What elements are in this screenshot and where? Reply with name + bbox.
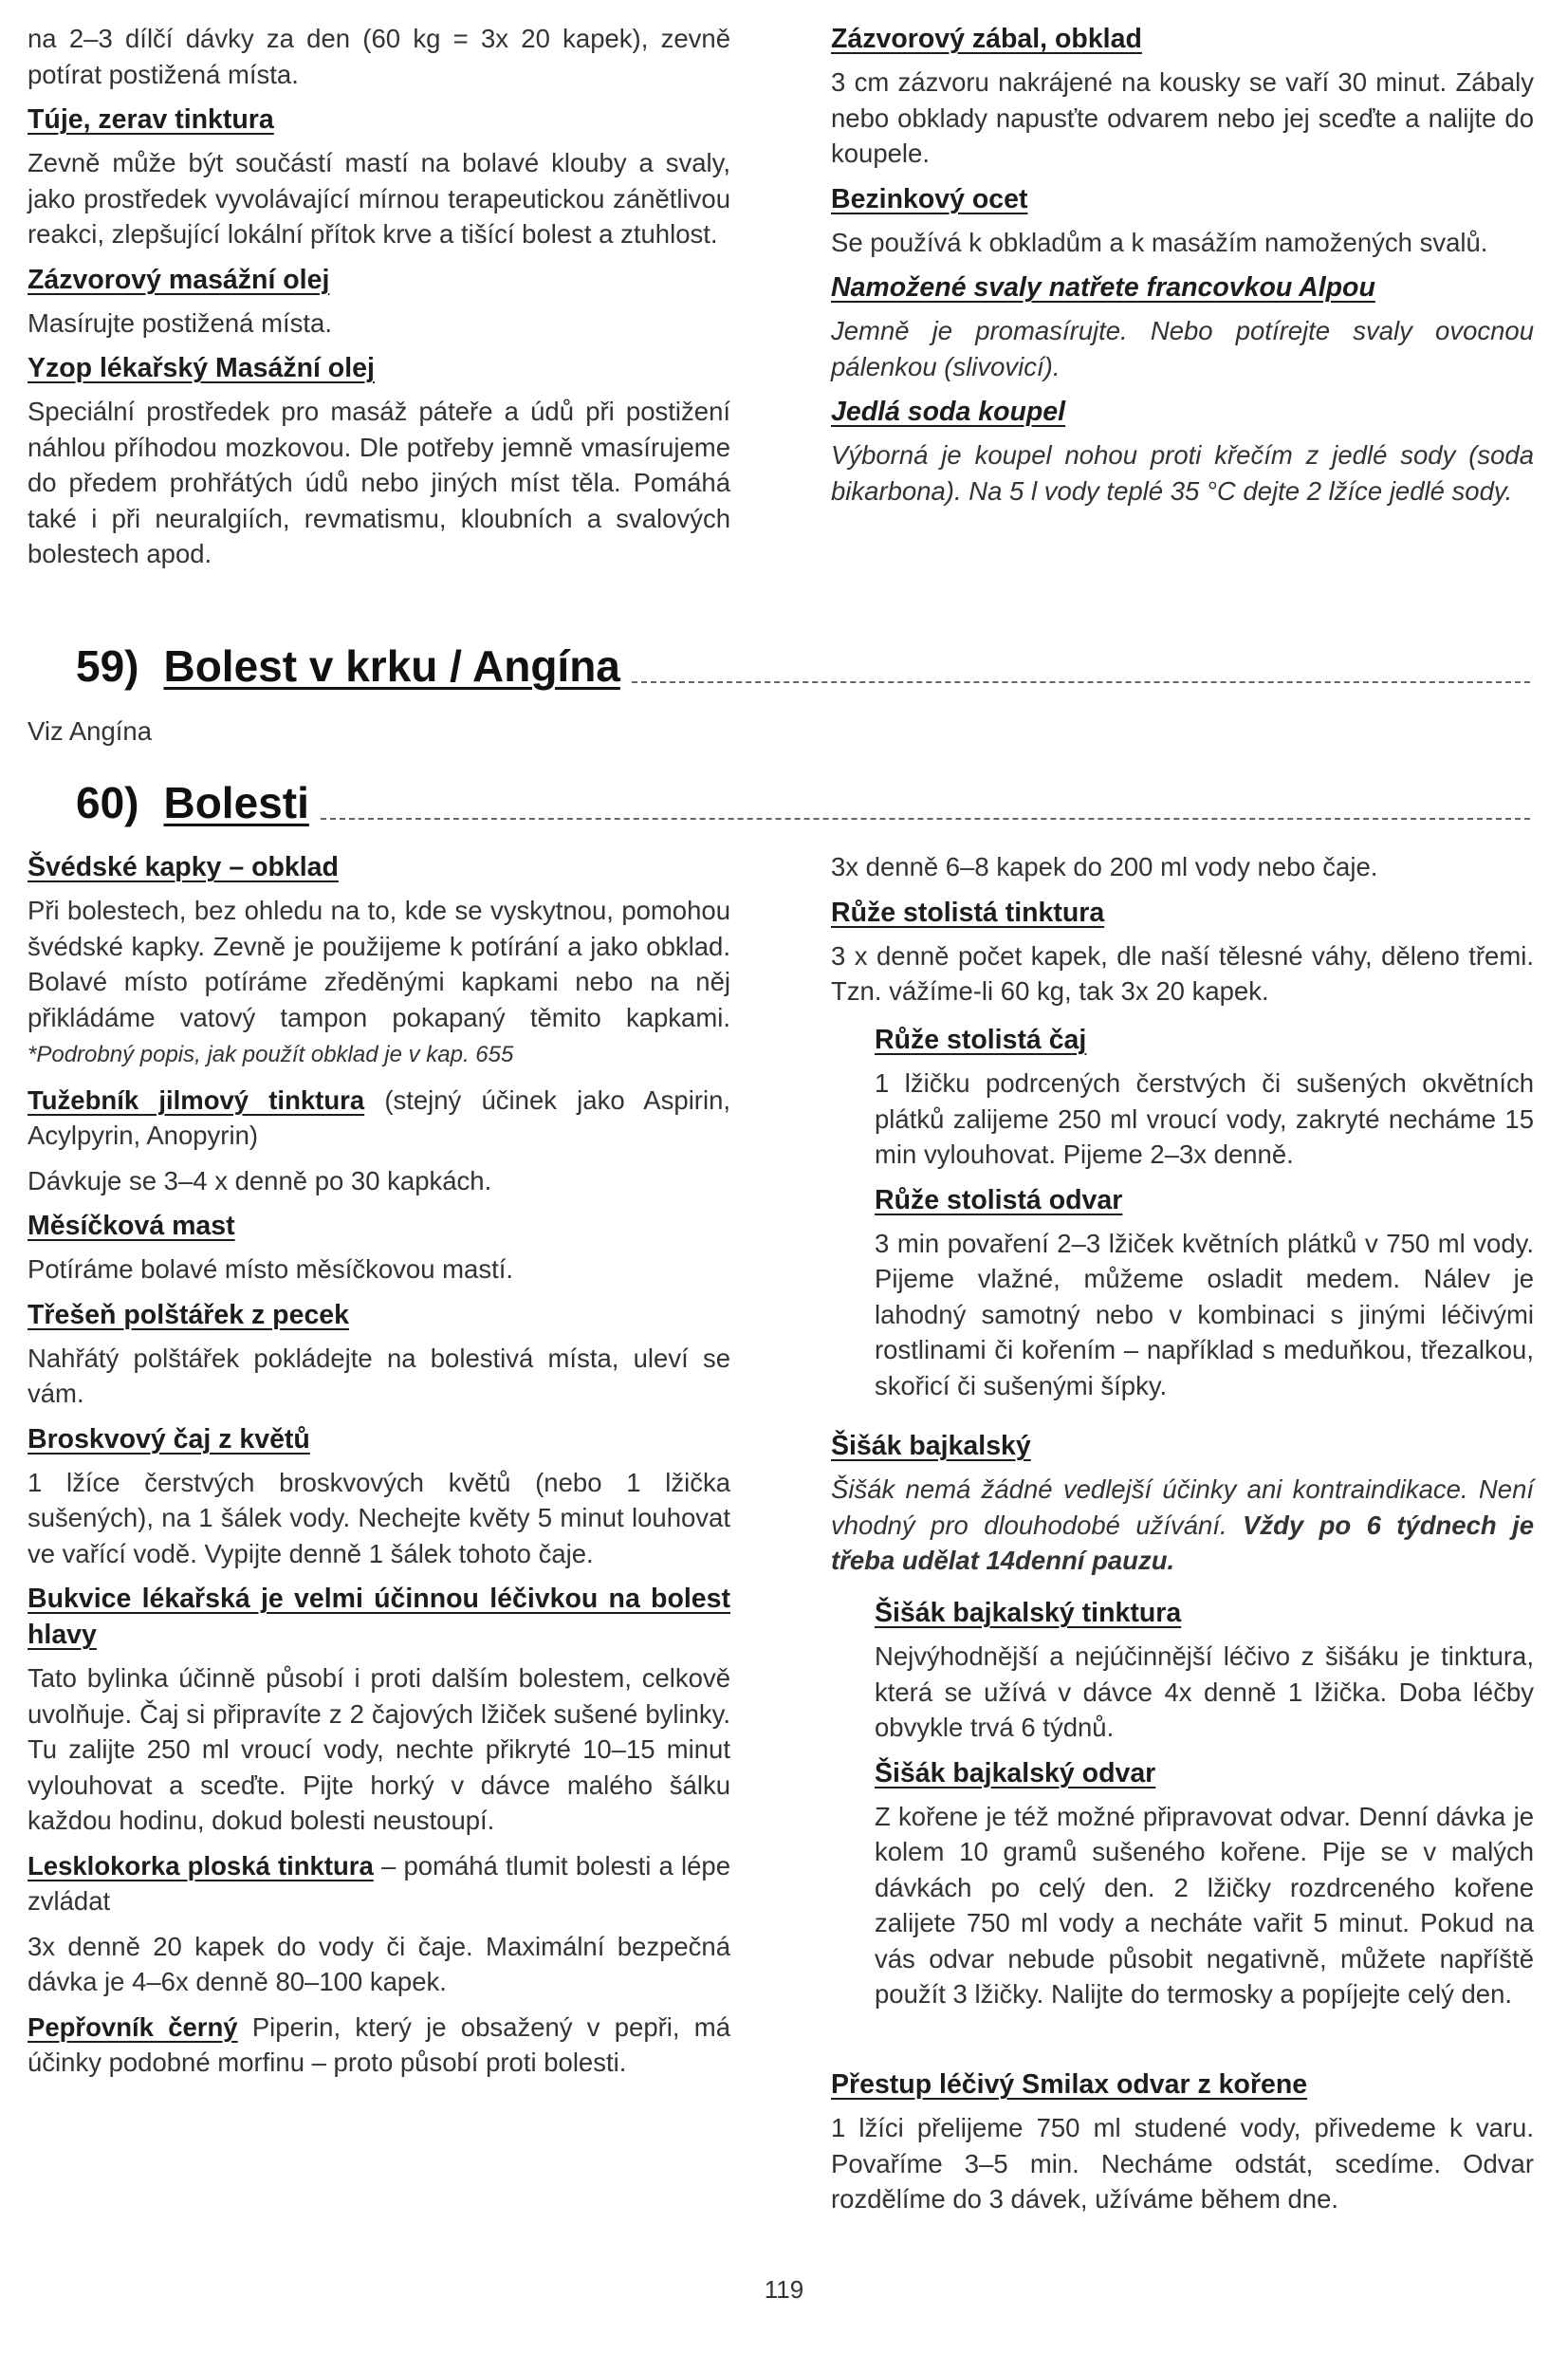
paragraph: Z kořene je též možné připravovat odvar. Denní dávka je kolem 10 gramů sušeného kořene. Pije se v malých dávkách po celý den. 2 lžičky rozdrceného kořene zalijete 750 ml vody a necháte vařit 5 minut. Pokud na vás odvar nebude působit negativně, můžete napříště použít 3 lžičky. Nalijte do termosky a popíjejte celý den. <box>875 1801 1534 2009</box>
text: Šišák nemá žádné vedlejší účinky ani kontraindikace. Není vhodný pro dlouhodobé užívání. <box>831 1474 1534 1540</box>
paragraph: 1 lžíce čerstvých broskvových květů (nebo 1 lžička sušených), na 1 šálek vody. Nechejte květy 5 minut louhovat ve vařící vodě. Vypijte denně 1 šálek tohoto čaje. <box>28 1467 730 1568</box>
heading-ruze-odvar: Růže stolistá odvar <box>875 1184 1123 1215</box>
section-number: 60) <box>76 778 139 827</box>
paragraph: Tato bylinka účinně působí i proti dalším bolestem, celkově uvolňuje. Čaj si připravíte z 2 čajových lžiček sušené bylinky. Tu zalijte 250 ml vroucí vody, nechte přikryté 10–15 minut vylouhovat a sceďte. Pijte horký v dávce malého šálku každou hodinu, dokud bolesti neustoupí. <box>28 1663 730 1835</box>
bottom-right-sisak <box>831 1428 1534 1588</box>
top-left-column <box>28 21 730 582</box>
heading-ruze-caj: Růže stolistá čaj <box>875 1025 1087 1055</box>
paragraph: Jemně je promasírujte. Nebo potírejte svaly ovocnou pálenkou (slivovicí). <box>831 316 1534 381</box>
paragraph: Nejvýhodnější a nejúčinnější léčivo z šišáku je tinktura, která se užívá v dávce 4x denně 1 lžička. Doba léčby obvykle trvá 6 týdnů. <box>875 1641 1534 1742</box>
bottom-left-column <box>28 849 730 2090</box>
heading-francovka: Namožené svaly natřete francovkou Alpou <box>831 272 1375 303</box>
section-59-text: Viz Angína <box>28 716 152 746</box>
heading-sisak-tinktura: Šišák bajkalský tinktura <box>875 1598 1182 1628</box>
heading-ruze-tinktura: Růže stolistá tinktura <box>831 897 1105 928</box>
heading-sisak-odvar: Šišák bajkalský odvar <box>875 1757 1156 1788</box>
heading-mesickova-mast: Měsíčková mast <box>28 1211 235 1241</box>
paragraph <box>28 2010 730 2081</box>
top-right-column <box>831 21 1534 518</box>
paragraph: 3x denně 6–8 kapek do 200 ml vody nebo čaje. <box>831 852 1378 881</box>
paragraph <box>28 893 730 1073</box>
bottom-right-prestup <box>831 2066 1534 2227</box>
heading-tuzebnik: Tužebník jilmový tinktura <box>28 1084 365 1115</box>
heading-zazvor-zabal: Zázvorový zábal, obklad <box>831 24 1142 54</box>
paragraph: na 2–3 dílčí dávky za den (60 kg = 3x 20 kapek), zevně potírat postižená místa. <box>28 24 730 89</box>
section-title: Bolest v krku / Angína <box>163 641 620 691</box>
section-number: 59) <box>76 641 139 691</box>
section-title: Bolesti <box>163 778 309 827</box>
heading-bezinkovy-ocet: Bezinkový ocet <box>831 183 1028 214</box>
paragraph: Zevně může být součástí mastí na bolavé klouby a svaly, jako prostředek vyvolávající mírnou terapeutickou zánětlivou reakci, zlepšující lokální přítok krve a tišící bolest a ztuhlost. <box>28 148 730 249</box>
text: Při bolestech, bez ohledu na to, kde se vyskytnou, pomohou švédské kapky. Zevně je použijeme k potírání a jako obklad. Bolavé místo potíráme zředěnými kapkami nebo na něj přikládáme vatový tampon pokapaný těmito kapkami. <box>28 896 730 1032</box>
heading-jedla-soda: Jedlá soda koupel <box>831 397 1066 427</box>
bottom-right-sisak-sub <box>875 1595 1534 2022</box>
bottom-right-column <box>831 849 1534 1019</box>
footnote: *Podrobný popis, jak použít obklad je v kap. 655 <box>28 1042 514 1067</box>
text: (stejný účinek jako Aspirin, Acylpyrin, Anopyrin) <box>28 1084 731 1150</box>
heading-bukvice: Bukvice lékařská je velmi účinnou léčivkou na bolest hlavy <box>28 1584 730 1650</box>
heading-sisak: Šišák bajkalský <box>831 1431 1031 1461</box>
paragraph: 3 cm zázvoru nakrájené na kousky se vaří 30 minut. Zábaly nebo obklady napusťte odvarem nebo jej sceďte a nalijte do koupele. <box>831 67 1534 168</box>
paragraph: 3 x denně počet kapek, dle naší tělesné váhy, děleno třemi. Tzn. vážíme-li 60 kg, tak 3x 20 kapek. <box>831 940 1534 1006</box>
section-60-header <box>76 770 1530 827</box>
heading-yzop: Yzop lékařský Masážní olej <box>28 353 375 383</box>
dashed-rule <box>321 818 1530 820</box>
dashed-rule <box>632 681 1530 683</box>
text: – pomáhá tlumit bolesti a lépe zvládat <box>28 1850 730 1916</box>
paragraph: 1 lžíci přelijeme 750 ml studené vody, přivedeme k varu. Povaříme 3–5 min. Necháme odstát, scedíme. Odvar rozdělíme do 3 dávek, užíváme během dne. <box>831 2113 1534 2214</box>
paragraph: Výborná je koupel nohou proti křečím z jedlé sody (soda bikarbona). Na 5 l vody teplé 35 °C dejte 2 lžíce jedlé sody. <box>831 440 1534 506</box>
paragraph: Se používá k obkladům a k masážím namožených svalů. <box>831 227 1488 257</box>
paragraph <box>28 1848 730 1919</box>
paragraph: 3x denně 20 kapek do vody či čaje. Maximální bezpečná dávka je 4–6x denně 80–100 kapek. <box>28 1931 730 1996</box>
paragraph <box>28 1083 730 1154</box>
heading-lesklokorka: Lesklokorka ploská tinktura <box>28 1850 374 1881</box>
page-number: 119 <box>764 2275 804 2304</box>
heading-broskvovy-caj: Broskvový čaj z květů <box>28 1423 310 1455</box>
text: Piperin, který je obsažený v pepři, má účinky podobné morfinu – proto působí proti bolesti. <box>28 2011 731 2077</box>
paragraph <box>831 1472 1534 1579</box>
heading-svedske-kapky: Švédské kapky – obklad <box>28 852 339 882</box>
paragraph: Dávkuje se 3–4 x denně po 30 kapkách. <box>28 1165 492 1195</box>
heading-tuje: Túje, zerav tinktura <box>28 104 274 135</box>
paragraph: Potíráme bolavé místo měsíčkovou mastí. <box>28 1254 513 1284</box>
paragraph: 1 lžičku podrcených čerstvých či sušených okvětních plátků zalijeme 250 ml vroucí vody, zakryté necháme 15 min vylouhovat. Pijeme 2–3x denně. <box>875 1068 1534 1169</box>
heading-tresen: Třešeň polštářek z pecek <box>28 1299 349 1330</box>
heading-prestup: Přestup léčivý Smilax odvar z kořene <box>831 2069 1308 2100</box>
heading-peprovnik: Pepřovník černý <box>28 2011 238 2042</box>
paragraph: 3 min povaření 2–3 lžiček květních plátků v 750 ml vody. Pijeme vlažné, můžeme osladit medem. Nálev je lahodný samotný nebo v kombinaci s jinými léčivými rostlinami či kořením – například s meduňkou, třezalkou, skořicí či sušenými šípky. <box>875 1228 1534 1400</box>
section-59-header <box>76 634 1530 691</box>
paragraph: Speciální prostředek pro masáž páteře a údů při postižení náhlou příhodou mozkovou. Dle potřeby jemně vmasírujeme do předem prohřátých údů nebo jiných míst těla. Pomáhá také i při neuralgiích, revmatismu, kloubních a svalových bolestech apod. <box>28 397 730 568</box>
paragraph: Masírujte postižená místa. <box>28 307 332 338</box>
bottom-right-indented <box>875 1022 1534 1413</box>
text-bold: Vždy po 6 týdnech je třeba udělat 14denní pauzu. <box>831 1510 1534 1575</box>
heading-zazvor-olej: Zázvorový masážní olej <box>28 264 330 295</box>
paragraph: Nahřátý polštářek pokládejte na bolestivá místa, uleví se vám. <box>28 1343 730 1408</box>
